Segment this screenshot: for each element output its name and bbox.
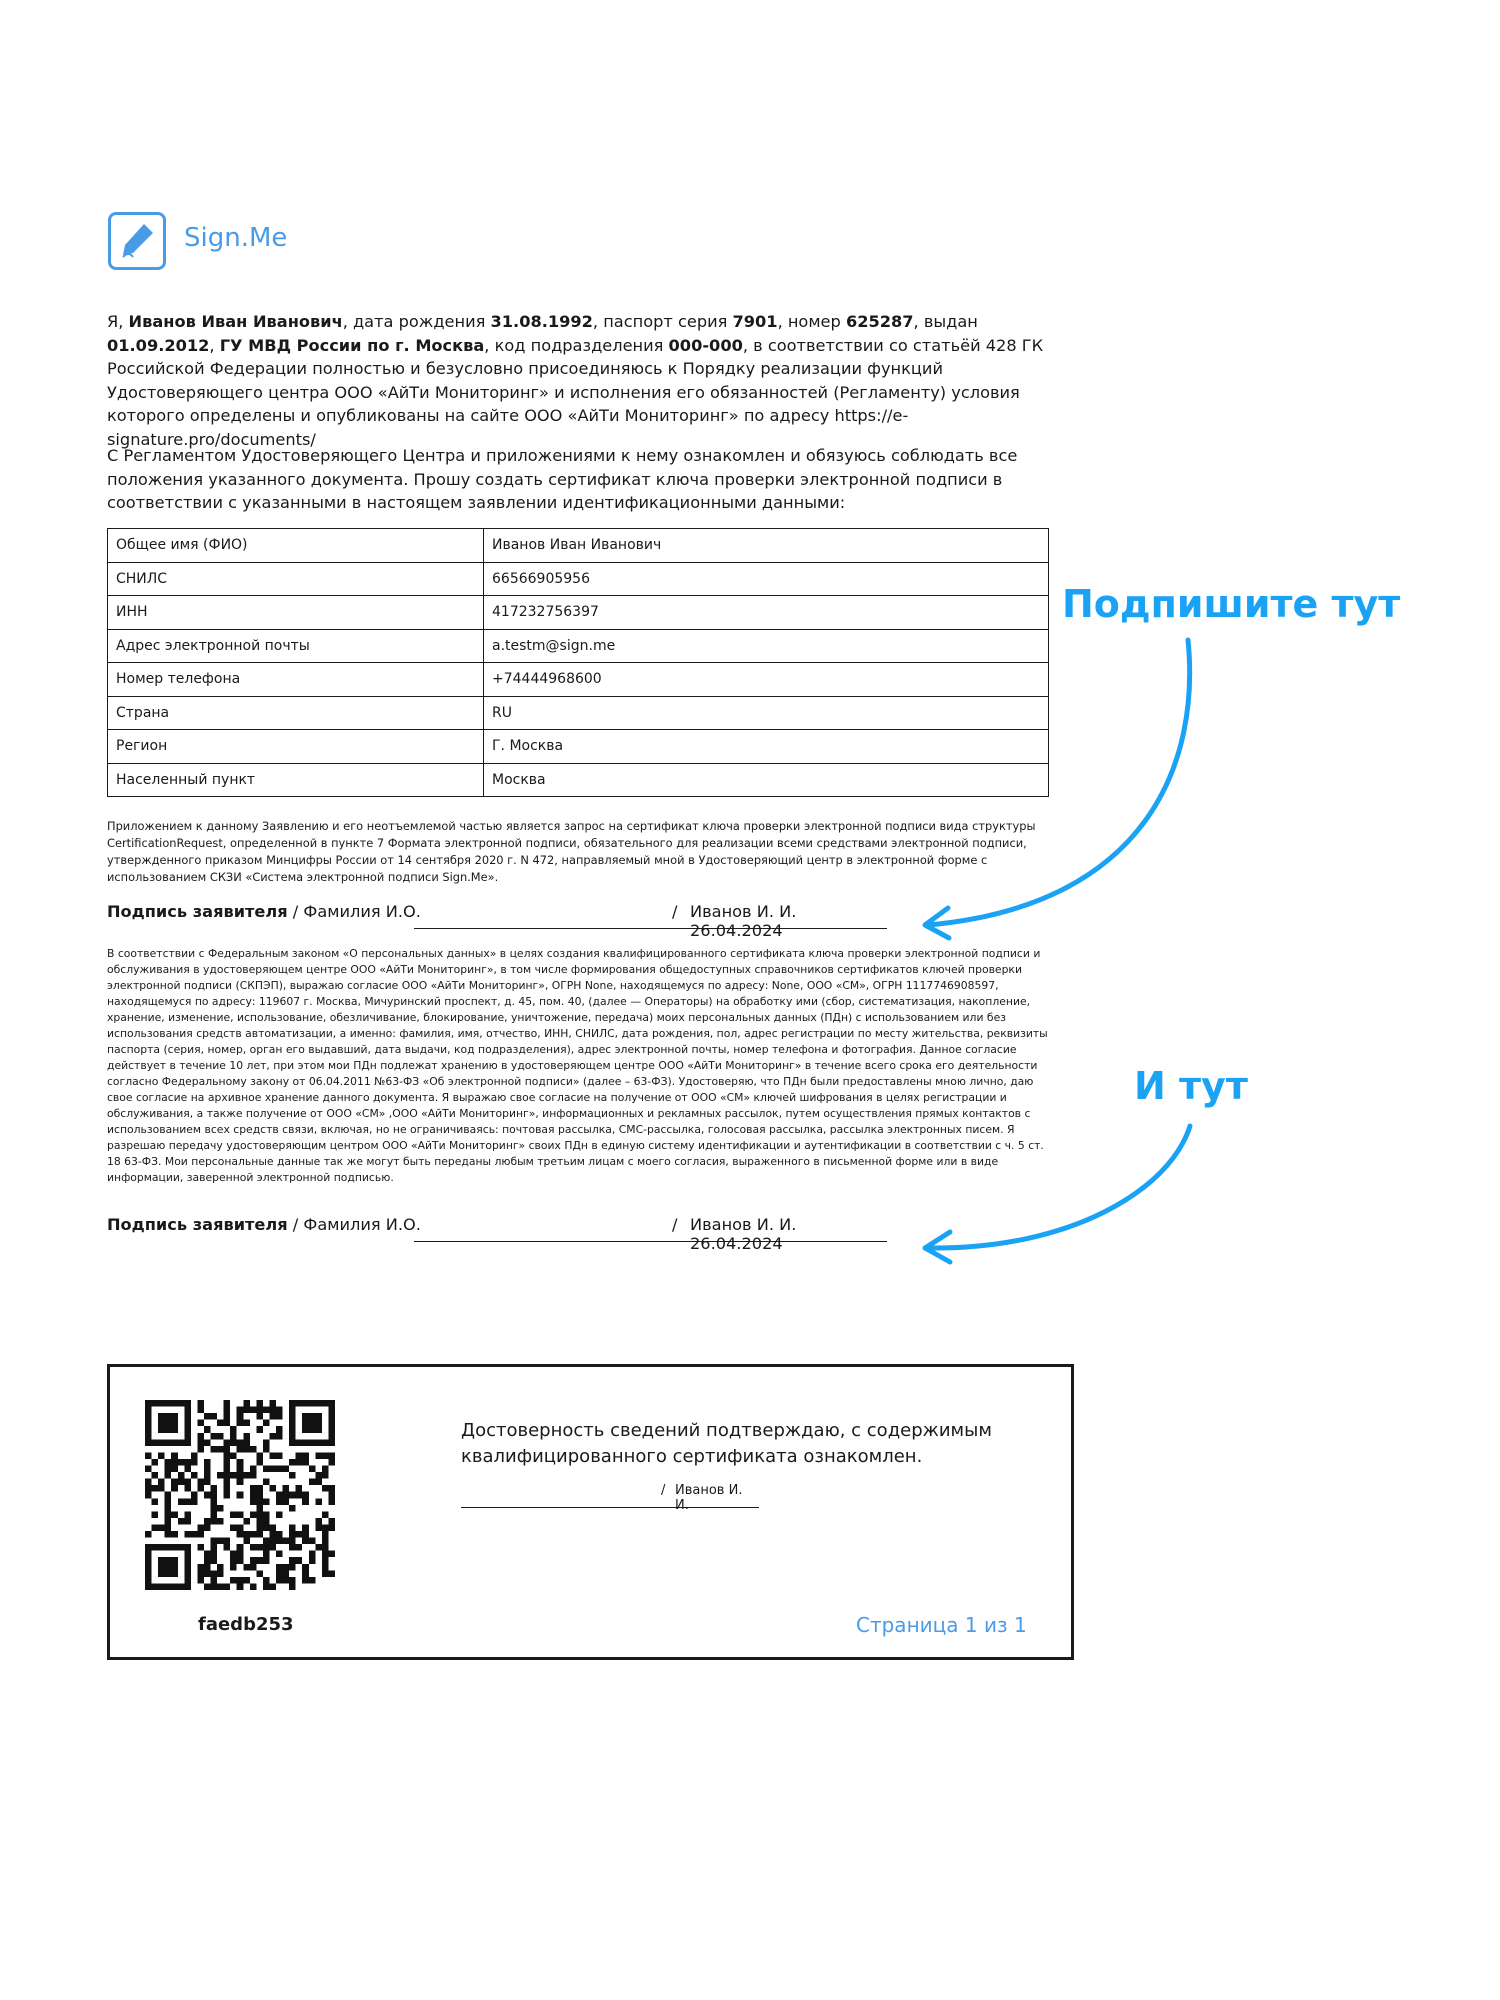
qr-code-icon — [145, 1400, 335, 1590]
confirmation-signer: Иванов И. И. — [675, 1483, 743, 1513]
identification-table — [107, 528, 1049, 797]
signature-line-2[interactable] — [414, 1241, 887, 1242]
signature-line-1[interactable] — [414, 928, 887, 929]
table-key: Адрес электронной почты — [108, 629, 484, 663]
confirmation-signature-line[interactable] — [461, 1507, 759, 1508]
signer-name-date: Иванов И. И. 26.04.2024 — [690, 1215, 797, 1253]
appendix-note: Приложением к данному Заявлению и его неотъемлемой частью является запрос на сертификат ключа проверки электронной подписи вида структуры CertificationRequest, определенной в пункте 7 Формата электронной подписи, обязательного для реализации всеми средствами электронной подписи, утвержденного приказом Минцифры России от 14 сентября 2020 г. N 472, направляемый мной в Удостоверяющий центр в электронной форме с использованием СКЗИ «Система электронной подписи Sign.Me». — [107, 819, 1036, 884]
issuer: ГУ МВД России по г. Москва — [219, 335, 485, 355]
table-row — [108, 562, 1049, 596]
intro-paragraph: Я, Иванов Иван Иванович, дата рождения 31.08.1992, паспорт серия 7901, номер 625287, выдан 01.09.2012, ГУ МВД России по г. Москва, код подразделения 000-000, в соответствии со статьёй 428 ГК Российской Федерации полностью и безусловно присоединяюсь к Порядку реализации функций Удостоверяющего центра ООО «АйТи Мониторинг» и исполнения его обязанностей (Регламенту) условия которого определены и опубликованы на сайте ООО «АйТи Мониторинг» по адресу https://e-signature.pro/documents/ — [107, 312, 1044, 449]
table-row — [108, 730, 1049, 764]
consent-paragraph: В соответствии с Федеральным законом «О персональных данных» в целях создания квалифицированного сертификата ключа проверки электронной подписи и обслуживания в удостоверяющем центре ООО «АйТи Мониторинг», в том числе формирования общедоступных справочников сертификатов ключей проверки электронной подписи (СКПЭП), выражаю согласие ООО «АйТи Мониторинг», ОГРН None, находящемуся по адресу: None, ООО «СМ», ОГРН 1117746908597, находящемуся по адресу: 119607 г. Москва, Мичуринский проспект, д. 45, пом. 40, (далее — Операторы) на обработку ими (сбор, систематизация, накопление, хранение, изменение, использование, обезличивание, блокирование, уничтожение, передача) моих персональных данных (ПДн) с использованием или без использования средств автоматизации, а именно: фамилия, имя, отчество, ИНН, СНИЛС, дата рождения, пол, адрес регистрации по месту жительства, реквизиты паспорта (серия, номер, орган его выдавший, дата выдачи, код подразделения), адрес электронной почты, номер телефона и фотография. Данное согласие действует в течение 10 лет, при этом мои ПДн подлежат хранению в удостоверяющем центре ООО «АйТи Мониторинг» в течение всего срока его деятельности согласно Федеральному закону от 06.04.2011 №63-ФЗ «Об электронной подписи» (далее – 63-ФЗ). Удостоверяю, что ПДн были предоставлены мною лично, даю свое согласие на архивное хранение данного документа. Я выражаю свое согласие на получение от ООО «СМ» ключей шифрования в целях регистрации и обслуживания, а также получение от ООО «СМ» ,ООО «АйТи Мониторинг», информационных и рекламных рассылок, путем осуществления прямых контактов с использованием всех средств связи, включая, но не ограничиваясь: почтовая рассылка, СМС-рассылка, голосовая рассылка, рассылка электронных писем. Я разрешаю передачу удостоверяющим центром ООО «АйТи Мониторинг» своих ПДн в единую систему идентификации и аутентификации в соответствии с ч. 5 ст. 18 63-ФЗ. Мои персональные данные так же могут быть переданы любым третьим лицам с моего согласия, выраженного в письменной форме или в виде информации, заверенной электронной подписью. — [107, 947, 1048, 1184]
document-code: faedb253 — [198, 1614, 294, 1635]
signature-row-1: Подпись заявителя / Фамилия И.О. / Иванов И. И. 26.04.2024 — [107, 897, 887, 937]
table-value: a.testm@sign.me — [484, 629, 1049, 663]
logo-icon — [108, 212, 166, 270]
table-value: Москва — [484, 763, 1049, 797]
brand-name: Sign.Me — [184, 223, 288, 253]
signature-sublabel: / Фамилия И.О. — [287, 1215, 421, 1234]
and-here-annotation: И тут — [1134, 1064, 1248, 1108]
signature-label: Подпись заявителя — [107, 1215, 288, 1234]
arrow-head-2-icon — [925, 1232, 950, 1262]
signature-sublabel: / Фамилия И.О. — [287, 902, 421, 921]
signer-name-date: Иванов И. И. 26.04.2024 — [690, 902, 797, 940]
issue-date: 01.09.2012 — [107, 335, 210, 355]
table-row — [108, 696, 1049, 730]
arrow-head-1-icon — [925, 908, 949, 938]
table-value: 417232756397 — [484, 596, 1049, 630]
table-key: Населенный пункт — [108, 763, 484, 797]
table-value: RU — [484, 696, 1049, 730]
page-number: Страница 1 из 1 — [856, 1613, 1027, 1637]
table-row — [108, 596, 1049, 630]
table-value: 66566905956 — [484, 562, 1049, 596]
applicant-name: Иванов Иван Иванович — [128, 312, 343, 331]
table-key: Номер телефона — [108, 663, 484, 697]
table-key: Регион — [108, 730, 484, 764]
table-key: Страна — [108, 696, 484, 730]
confirmation-text: Достоверность сведений подтверждаю, с содержимым квалифицированного сертификата ознакомлен. — [461, 1420, 992, 1467]
table-row — [108, 763, 1049, 797]
passport-number: 625287 — [845, 312, 914, 331]
sign-here-annotation: Подпишите тут — [1062, 582, 1401, 626]
table-value: +74444968600 — [484, 663, 1049, 697]
table-key: СНИЛС — [108, 562, 484, 596]
signature-row-2: Подпись заявителя / Фамилия И.О. / Иванов И. И. 26.04.2024 — [107, 1210, 887, 1250]
regulation-paragraph: С Регламентом Удостоверяющего Центра и приложениями к нему ознакомлен и обязуюсь соблюдать все положения указанного документа. Прошу создать сертификат ключа проверки электронной подписи в соответствии с указанными в настоящем заявлении идентификационными данными: — [107, 446, 1018, 512]
table-row — [108, 629, 1049, 663]
table-value: Г. Москва — [484, 730, 1049, 764]
table-value: Иванов Иван Иванович — [484, 529, 1049, 563]
passport-series: 7901 — [732, 312, 778, 331]
table-row — [108, 663, 1049, 697]
signature-label: Подпись заявителя — [107, 902, 288, 921]
birth-date: 31.08.1992 — [490, 312, 593, 331]
table-key: Общее имя (ФИО) — [108, 529, 484, 563]
table-row — [108, 529, 1049, 563]
confirmation-signature: / Иванов И. И. — [461, 1480, 759, 1510]
table-key: ИНН — [108, 596, 484, 630]
department-code: 000-000 — [668, 335, 743, 355]
